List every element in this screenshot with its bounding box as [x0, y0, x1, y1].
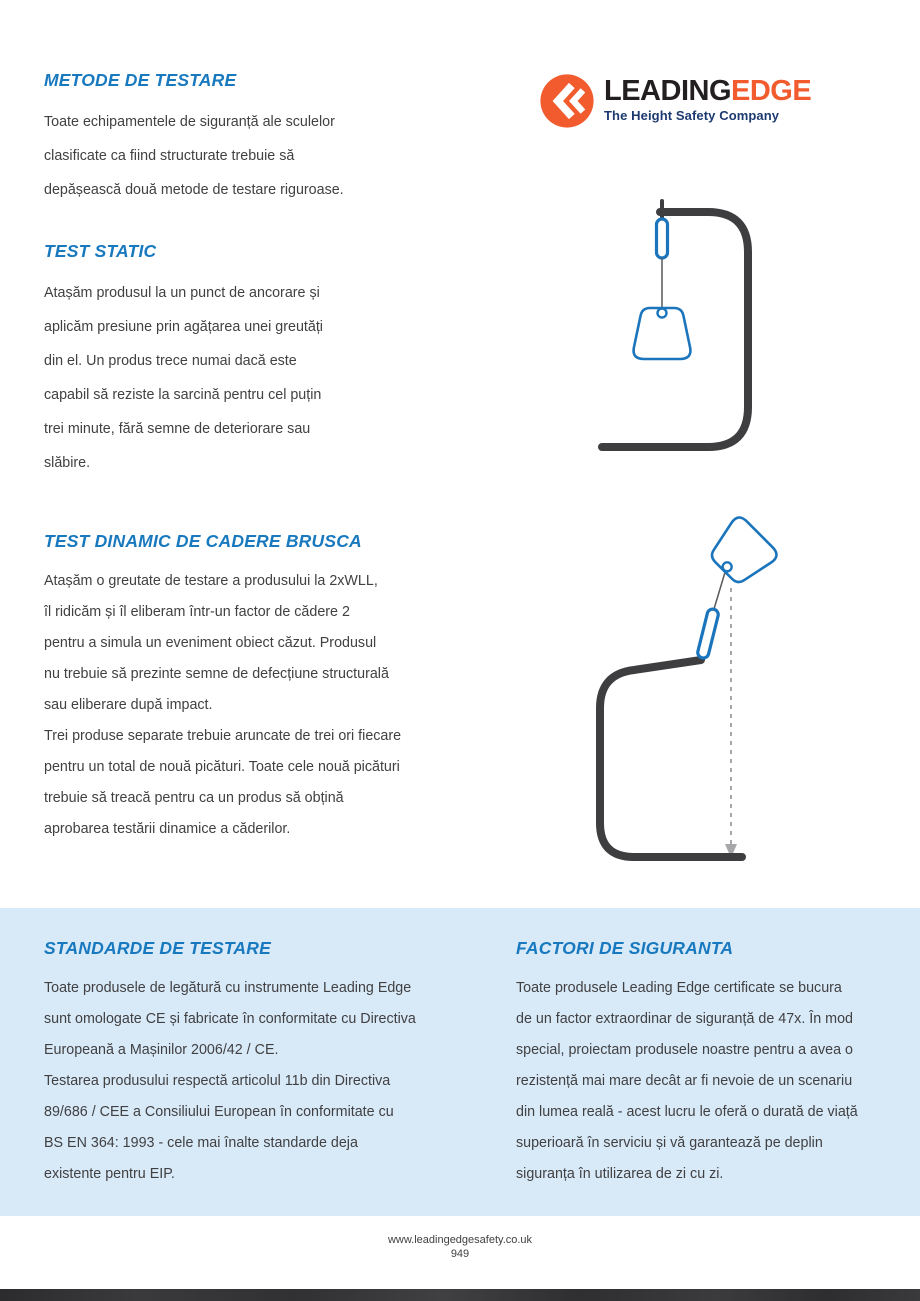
body-line: sunt omologate CE și fabricate în conformitate cu Directiva [44, 1011, 416, 1027]
body-line: clasificate ca fiind structurate trebuie să [44, 148, 295, 164]
body-line: Toate produsele de legătură cu instrumente Leading Edge [44, 980, 412, 996]
shackle-connector [657, 219, 668, 258]
weight-eye [658, 309, 667, 318]
body-line: Toate echipamentele de siguranță ale sculelor [44, 114, 335, 130]
section-test-static [44, 241, 323, 480]
body-line: nu trebuie să prezinte semne de defecțiune structurală [44, 666, 389, 682]
page-number: 949 [450, 1248, 470, 1260]
body-line: pentru a simula un eveniment obiect căzut. Produsul [44, 635, 377, 651]
body-line: Trei produse separate trebuie aruncate de trei ori fiecare [44, 728, 402, 744]
section-title: FACTORI DE SIGURANTA [516, 938, 734, 958]
body-line: de un factor extraordinar de siguranță de 47x. În mod [516, 1011, 853, 1027]
body-line: existente pentru EIP. [44, 1166, 175, 1182]
section-body [44, 973, 489, 1190]
section-metode-de-testare [44, 70, 344, 207]
static-test-diagram [556, 196, 792, 462]
body-line: sau eliberare după impact. [44, 697, 213, 713]
body-line: superioară în serviciu și vă garantează pe deplin [516, 1135, 823, 1151]
body-line: din lumea reală - acest lucru le oferă o durată de viață [516, 1104, 858, 1120]
dynamic-drop-test-diagram [568, 508, 792, 880]
body-line: trebuie să treacă pentru ca un produs să obțină [44, 790, 344, 806]
footer-website-url: www.leadingedgesafety.co.uk [387, 1234, 533, 1246]
logo-text [604, 72, 811, 123]
section-title: STANDARDE DE TESTARE [44, 938, 271, 958]
brand-name [604, 77, 811, 105]
body-line: slăbire. [44, 455, 91, 471]
body-line: din el. Un produs trece numai dacă este [44, 353, 297, 369]
section-title: TEST STATIC [44, 241, 157, 261]
body-line: rezistență mai mare decât ar fi nevoie de un scenariu [516, 1073, 853, 1089]
leading-edge-logo [538, 72, 811, 130]
double-chevron-icon [538, 72, 596, 130]
section-body [44, 105, 344, 207]
section-title: TEST DINAMIC DE CADERE BRUSCA [44, 531, 362, 551]
section-test-dinamic [44, 531, 401, 845]
body-line: îl ridicăm și îl eliberam într-un factor de cădere 2 [44, 604, 350, 620]
section-body [516, 973, 901, 1190]
body-line: depășească două metode de testare riguroase. [44, 182, 344, 198]
section-title: METODE DE TESTARE [44, 70, 237, 90]
body-line: aprobarea testării dinamice a căderilor. [44, 821, 291, 837]
body-line: capabil să reziste la sarcină pentru cel puțin [44, 387, 322, 403]
body-line: special, proiectam produsele noastre pentru a avea o [516, 1042, 853, 1058]
body-line: Atașăm produsul la un punct de ancorare și [44, 285, 320, 301]
body-line: Toate produsele Leading Edge certificate se bucura [516, 980, 842, 996]
section-factori-de-siguranta [516, 938, 901, 1190]
section-body [44, 566, 401, 845]
section-standarde-de-testare [44, 938, 489, 1190]
body-line: 89/686 / CEE a Consiliului European în conformitate cu [44, 1104, 394, 1120]
body-line: siguranța în utilizarea de zi cu zi. [516, 1166, 724, 1182]
shackle-connector [697, 608, 720, 659]
suspension-line [714, 569, 726, 609]
body-line: Atașăm o greutate de testare a produsului la 2xWLL, [44, 573, 378, 589]
test-rig-frame [600, 660, 742, 857]
brand-edge: EDGE [731, 75, 812, 107]
page-edge-bar [0, 1289, 920, 1301]
body-line: pentru un total de nouă picături. Toate cele nouă picături [44, 759, 400, 775]
brand-tagline: The Height Safety Company [604, 108, 780, 123]
section-body [44, 276, 323, 480]
body-line: trei minute, fără semne de deteriorare sau [44, 421, 311, 437]
body-line: Testarea produsului respectă articolul 11b din Directiva [44, 1073, 391, 1089]
body-line: aplicăm presiune prin agățarea unei greutăți [44, 319, 323, 335]
body-line: Europeană a Mașinilor 2006/42 / CE. [44, 1042, 279, 1058]
test-weight-tilted [704, 514, 780, 590]
body-line: BS EN 364: 1993 - cele mai înalte standarde deja [44, 1135, 358, 1151]
brand-leading: LEADING [604, 75, 731, 107]
